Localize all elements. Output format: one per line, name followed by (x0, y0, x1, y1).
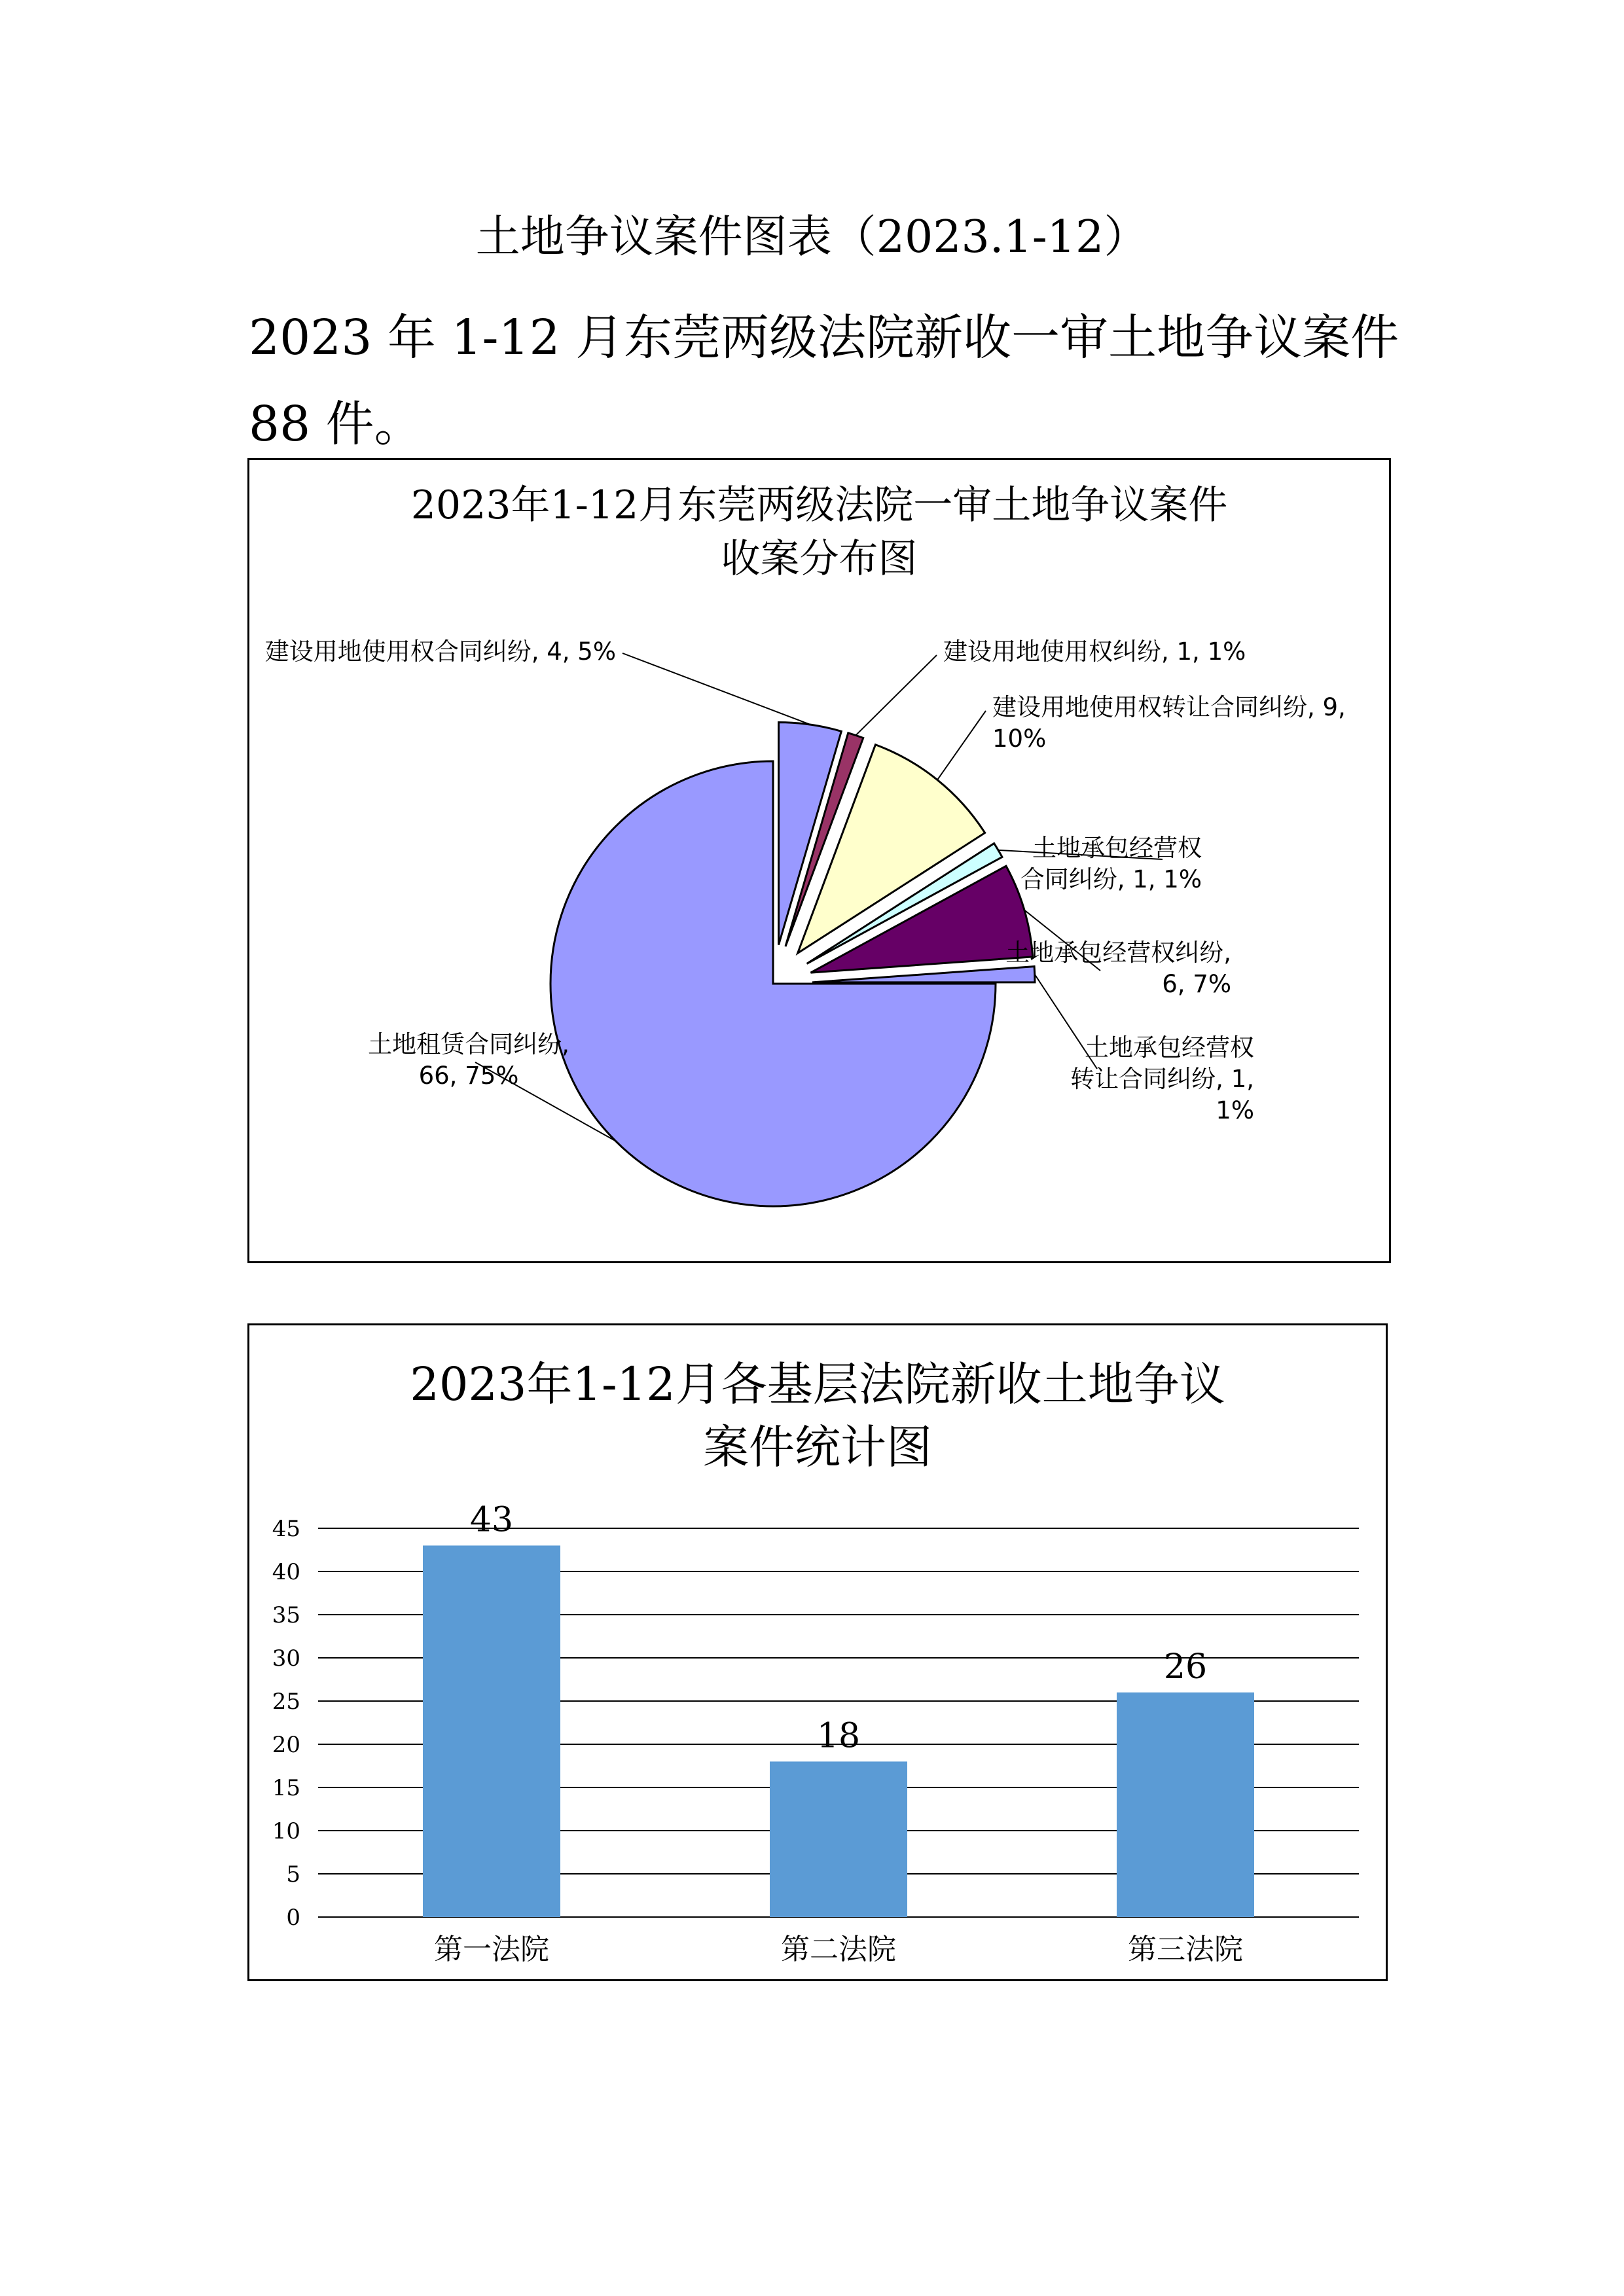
pie-slice-label: 土地承包经营权合同纠纷, 1, 1% (1020, 834, 1202, 893)
pie-slice-label: 建设用地使用权转让合同纠纷, 9, 10% (992, 693, 1346, 753)
y-tick-label: 0 (286, 1905, 300, 1931)
bar-chart-title-line-1: 2023年1-12月各基层法院新收土地争议 (410, 1357, 1225, 1411)
pie-leader-line (856, 655, 937, 735)
bar-chart-title-line-2: 案件统计图 (703, 1420, 932, 1474)
bar-value-label: 18 (816, 1716, 861, 1756)
y-tick-label: 20 (272, 1732, 300, 1758)
y-tick-label: 10 (272, 1818, 300, 1844)
pie-leader-line (623, 653, 810, 725)
pie-slice-label: 土地承包经营权转让合同纠纷, 1, 1% (1070, 1033, 1254, 1124)
pie-slice-label: 土地租赁合同纠纷, 66, 75% (368, 1030, 569, 1090)
pie-slice-label: 土地承包经营权纠纷, 6, 7% (1005, 939, 1231, 998)
x-category-label: 第二法院 (781, 1933, 896, 1966)
x-category-label: 第一法院 (434, 1933, 549, 1966)
y-tick-label: 30 (272, 1645, 300, 1672)
bar (423, 1545, 560, 1917)
y-tick-label: 5 (286, 1861, 300, 1888)
y-tick-label: 45 (272, 1516, 300, 1542)
bar (770, 1761, 907, 1917)
pie-chart-title-line-2: 收案分布图 (721, 536, 918, 582)
y-tick-label: 35 (272, 1602, 300, 1628)
y-tick-label: 40 (272, 1559, 300, 1585)
pie-leader-line (937, 711, 986, 780)
bar-value-label: 26 (1163, 1647, 1208, 1687)
x-category-label: 第三法院 (1128, 1933, 1243, 1966)
intro-line-1: 2023 年 1-12 月东莞两级法院新收一审土地争议案件 (249, 310, 1399, 366)
bar-chart (249, 1325, 1390, 1983)
pie-slice-label: 建设用地使用权纠纷, 1, 1% (943, 637, 1246, 666)
intro-text (249, 295, 1401, 467)
bar-value-label: 43 (469, 1500, 514, 1540)
bar-chart-panel (247, 1323, 1388, 1981)
y-tick-label: 25 (272, 1689, 300, 1715)
pie-chart-title-line-1: 2023年1-12月东莞两级法院一审土地争议案件 (410, 482, 1228, 528)
pie-slice-label: 建设用地使用权合同纠纷, 4, 5% (264, 637, 616, 666)
bar (1117, 1693, 1254, 1917)
document-title: 土地争议案件图表（2023.1-12） (475, 211, 1149, 263)
intro-line-2: 88 件。 (249, 396, 423, 452)
y-tick-label: 15 (272, 1775, 300, 1801)
pie-chart-panel (247, 458, 1391, 1263)
pie-chart (249, 460, 1393, 1265)
